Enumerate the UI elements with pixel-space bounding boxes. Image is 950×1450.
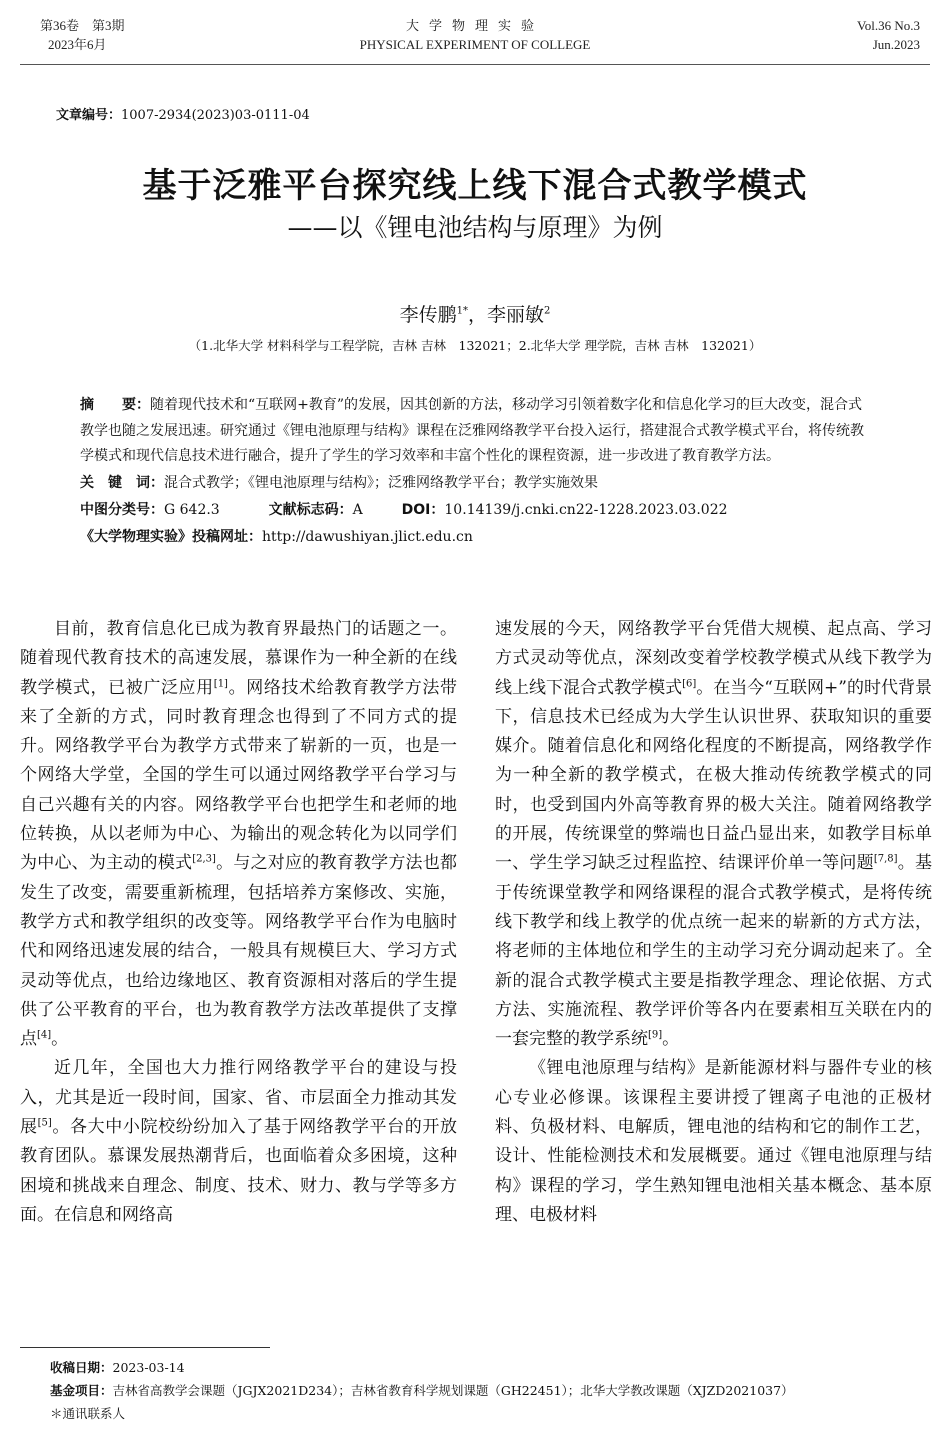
paper-subtitle: ——以《锂电池结构与原理》为例 [287, 213, 663, 242]
citation: [6] [682, 677, 697, 689]
volume-issue: 第36卷 第3期 [40, 18, 125, 33]
funding-label: 基金项目： [50, 1383, 113, 1398]
author-separator: ， [467, 304, 487, 326]
website-url[interactable]: http://dawushiyan.jlict.edu.cn [262, 528, 473, 545]
citation: [5] [37, 1117, 52, 1129]
doi-value: 10.14139/j.cnki.cn22-1228.2023.03.022 [444, 501, 728, 518]
abstract-text: 随着现代技术和“互联网+教育”的发展，因其创新的方法，移动学习引领着数字化和信息化学习的巨大改变，混合式教学也随之发展迅速。研究通过《锂电池原理与结构》课程在泛雅网络教学平台投入运行，搭建混合式教学模式平台，将传统教学模式和现代信息技术进行融合，提升了学生的学习效率和丰富个性化的课程资源，进一步改进了教育教学方法。 [80, 397, 864, 464]
journal-volume-info [40, 16, 125, 54]
paper-title: 基于泛雅平台探究线上线下混合式教学模式 [142, 166, 808, 206]
body-text: 。基于传统课堂教学和网络课程的混合式教学模式，是将传统线下教学和线上教学的优点统一起来的崭新的方式方法，将老师的主体地位和学生的主动学习充分调动起来了。全新的混合式教学模式主要是指教学理念、理论依据、方式方法、实施流程、教学评价等各内在要素相互关联在内的一套完整的教学系统 [495, 853, 933, 1050]
body-text: 。各大中小院校纷纷加入了基于网络教学平台的开放教育团队。慕课发展热潮背后，也面临着众多困境，这种困境和挑战来自理念、制度、技术、财力、教与学等多方面。在信息和网络高 [20, 1117, 458, 1225]
body-text: 。 [662, 1029, 680, 1050]
journal-name [275, 16, 675, 54]
journal-name-cn: 大学物理实验 [405, 18, 544, 33]
funding-value: 吉林省高教学会课题（JGJX2021D234）；吉林省教育科学规划课题（GH22451）；北华大学教改课题（XJZD2021037） [112, 1383, 794, 1398]
abstract-block [80, 393, 872, 551]
received-value: 2023-03-14 [112, 1360, 185, 1375]
body-text: 。与之对应的教育教学方法也都发生了改变，需要重新梳理，包括培养方案修改、实施，教学方式和教学组织的改变等。网络教学平台作为电脑时代和网络迅速发展的结合，一般具有规模巨大、学习方式灵动等优点，也给边缘地区、教育资源相对落后的学生提供了公平教育的平台，也为教育教学方法改革提供了支撑点 [20, 853, 458, 1050]
citation: [2,3] [192, 853, 216, 865]
doc-code-value: A [352, 501, 363, 518]
author-2-mark: 2 [544, 305, 551, 317]
abstract-label: 摘 要： [80, 397, 150, 413]
doc-code-label: 文献标志码： [268, 501, 353, 518]
citation: [4] [37, 1029, 52, 1041]
header-divider [20, 64, 930, 65]
body-paragraph-2-cont [495, 615, 932, 1054]
body-column-left [20, 615, 457, 1230]
corresponding-author-note: ＊通讯联系人 [50, 1406, 126, 1421]
footnote-divider [20, 1347, 270, 1348]
clc-label: 中图分类号： [80, 501, 164, 518]
article-number-label: 文章编号： [56, 108, 122, 123]
classification-row [80, 497, 872, 524]
body-text: 目前，教育信息化已成为教育界最热门的话题之一。随着现代教育技术的高速发展，慕课作为一种全新的在线教学模式，已被广泛应用 [20, 619, 457, 698]
body-text: 速发展的今天，网络教学平台凭借大规模、起点高、学习方式灵动等优点，深刻改变着学校教学模式从线下教学为线上线下混合式教学模式 [495, 619, 932, 698]
citation: [7,8] [873, 853, 898, 865]
clc-value: G 642.3 [164, 501, 220, 518]
article-number [56, 104, 310, 123]
citation: [9] [648, 1029, 663, 1041]
keywords [80, 470, 872, 497]
body-text: 。网络技术给教育教学方法带来了全新的方式，同时教育理念也得到了不同方式的提升。网络教学平台为教学方式带来了崭新的一页，也是一个网络大学堂，全国的学生可以通过网络教学平台学习与自己兴趣有关的内容。网络教学平台也把学生和老师的地位转换，从以老师为中心、为输出的观念转化为以同学们为中心、为主动的模式 [20, 677, 458, 874]
body-column-right [495, 615, 932, 1230]
received-date [50, 1358, 920, 1378]
doi-label: DOI： [401, 501, 445, 518]
publication-date: 2023年6月 [48, 37, 107, 52]
journal-name-en: PHYSICAL EXPERIMENT OF COLLEGE [359, 37, 591, 52]
author-2: 李丽敏 [487, 304, 545, 326]
abstract [80, 393, 872, 470]
affiliation: （1.北华大学 材料科学与工程学院，吉林 吉林 132021；2.北华大学 理学院，吉林 吉林 132021） [188, 338, 762, 353]
website-label: 《大学物理实验》投稿网址： [80, 528, 262, 545]
keywords-value: 混合式教学；《锂电池原理与结构》；泛雅网络教学平台；教学实施效果 [164, 474, 598, 491]
volume-issue-en: Vol.36 No.3 [857, 18, 920, 33]
author-1: 李传鹏 [399, 304, 457, 326]
received-label: 收稿日期： [50, 1360, 113, 1375]
author-1-mark: 1* [456, 305, 468, 317]
journal-volume-info-en [857, 16, 920, 54]
body-paragraph-3: 《锂电池原理与结构》是新能源材料与器件专业的核心专业必修课。该课程主要讲授了锂离子电池的正极材料、负极材料、电解质，锂电池的结构和它的制作工艺，设计、性能检测技术和发展概要。通过《锂电池原理与结构》课程的学习，学生熟知锂电池相关基本概念、基本原理、电极材料 [495, 1058, 932, 1225]
body-text: 近几年，全国也大力推行网络教学平台的建设与投入，尤其是近一段时间，国家、省、市层面全力推动其发展 [20, 1058, 457, 1138]
body-paragraph-1 [20, 615, 457, 1054]
author-list [40, 300, 910, 327]
citation: [1] [213, 677, 228, 689]
body-text: 。 [51, 1029, 69, 1050]
keywords-label: 关 键 词： [80, 474, 164, 491]
publication-date-en: Jun.2023 [872, 37, 920, 52]
body-text: 。在当今“互联网+”的时代背景下，信息技术已经成为大学生认识世界、获取知识的重要媒介。随着信息化和网络化程度的不断提高，网络教学作为一种全新的教学模式，在极大推动传统教学模式的同时，也受到国内外高等教育界的极大关注。随着网络教学的开展，传统课堂的弊端也日益凸显出来，如教学目标单一、学生学习缺乏过程监控、结课评价单一等问题 [495, 677, 932, 874]
submission-website [80, 524, 872, 551]
article-number-value: 1007-2934(2023)03-0111-04 [121, 108, 310, 123]
funding [50, 1381, 920, 1401]
body-paragraph-2 [20, 1054, 457, 1230]
